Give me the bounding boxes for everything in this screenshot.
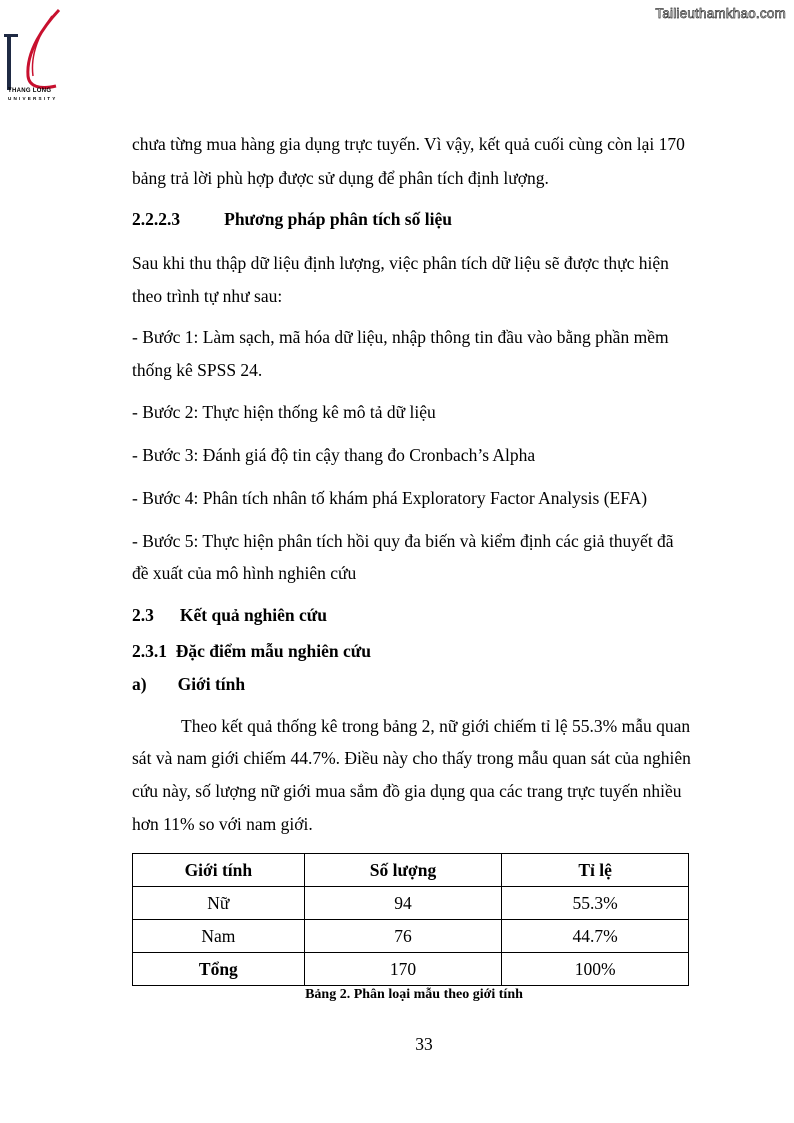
paragraph-line: chưa từng mua hàng gia dụng trực tuyến. Vì vậy, kết quả cuối cùng còn lại 170 [132, 134, 685, 154]
section-title: Phương pháp phân tích số liệu [224, 209, 452, 229]
gender-table [132, 853, 689, 986]
table-cell: 44.7% [502, 920, 689, 953]
logo-text-thang-long: THANG LONG [8, 88, 52, 94]
page-number: 33 [415, 1034, 433, 1054]
table-header-row [133, 854, 689, 887]
step-1-line: thống kê SPSS 24. [132, 360, 263, 380]
subsection-heading-a [132, 668, 722, 700]
table-header-cell: Số lượng [304, 854, 502, 887]
section-heading-2-3 [132, 599, 722, 631]
section-heading-2-3-1: 2.3.1 Đặc điểm mẫu nghiên cứu [132, 641, 371, 661]
step-5-line: - Bước 5: Thực hiện phân tích hồi quy đa biến và kiểm định các giả thuyết đã [132, 531, 674, 551]
table-cell: 100% [502, 953, 689, 986]
table-cell: Nữ [133, 887, 305, 920]
paragraph-line: hơn 11% so với nam giới. [132, 814, 313, 834]
paragraph-line: Sau khi thu thập dữ liệu định lượng, việc phân tích dữ liệu sẽ được thực hiện [132, 253, 669, 273]
table-cell: 170 [304, 953, 502, 986]
table-cell: 94 [304, 887, 502, 920]
table-row-total [133, 953, 689, 986]
table-cell: 55.3% [502, 887, 689, 920]
paragraph-line: bảng trả lời phù hợp được sử dụng để phân tích định lượng. [132, 168, 549, 188]
section-number: 2.2.2.3 [132, 209, 181, 229]
paragraph-line: theo trình tự như sau: [132, 286, 283, 306]
paragraph-line: Theo kết quả thống kê trong bảng 2, nữ giới chiếm tỉ lệ 55.3% mẫu quan [181, 716, 691, 736]
table-row [133, 887, 689, 920]
paragraph-line: cứu này, số lượng nữ giới mua sắm đồ gia dụng qua các trang trực tuyến nhiều [132, 781, 682, 801]
thang-long-logo-icon [4, 6, 74, 96]
step-1-line: - Bước 1: Làm sạch, mã hóa dữ liệu, nhập thông tin đầu vào bằng phần mềm [132, 327, 669, 347]
section-heading-2-2-2-3 [132, 203, 722, 235]
table-header-cell: Tỉ lệ [502, 854, 689, 887]
table-cell: 76 [304, 920, 502, 953]
table-cell: Nam [133, 920, 305, 953]
section-number: 2.3 [132, 605, 154, 625]
table-caption: Bảng 2. Phân loại mẫu theo giới tính [305, 987, 523, 1002]
watermark: Tailieuthamkhao.com [655, 6, 786, 21]
logo-text-university: UNIVERSITY [8, 96, 58, 101]
paragraph-line: sát và nam giới chiếm 44.7%. Điều này cho thấy trong mẫu quan sát của nghiên [132, 748, 691, 768]
subsection-title: Giới tính [177, 674, 246, 694]
table-row [133, 920, 689, 953]
table-header-cell: Giới tính [133, 854, 305, 887]
step-5-line: đề xuất của mô hình nghiên cứu [132, 563, 357, 583]
step-2: - Bước 2: Thực hiện thống kê mô tả dữ liệu [132, 402, 436, 422]
section-title: Kết quả nghiên cứu [179, 605, 328, 625]
subsection-label: a) [132, 674, 147, 694]
step-4: - Bước 4: Phân tích nhân tố khám phá Exploratory Factor Analysis (EFA) [132, 488, 648, 508]
step-3: - Bước 3: Đánh giá độ tin cậy thang đo Cronbach’s Alpha [132, 445, 536, 465]
table-cell: Tổng [133, 953, 305, 986]
